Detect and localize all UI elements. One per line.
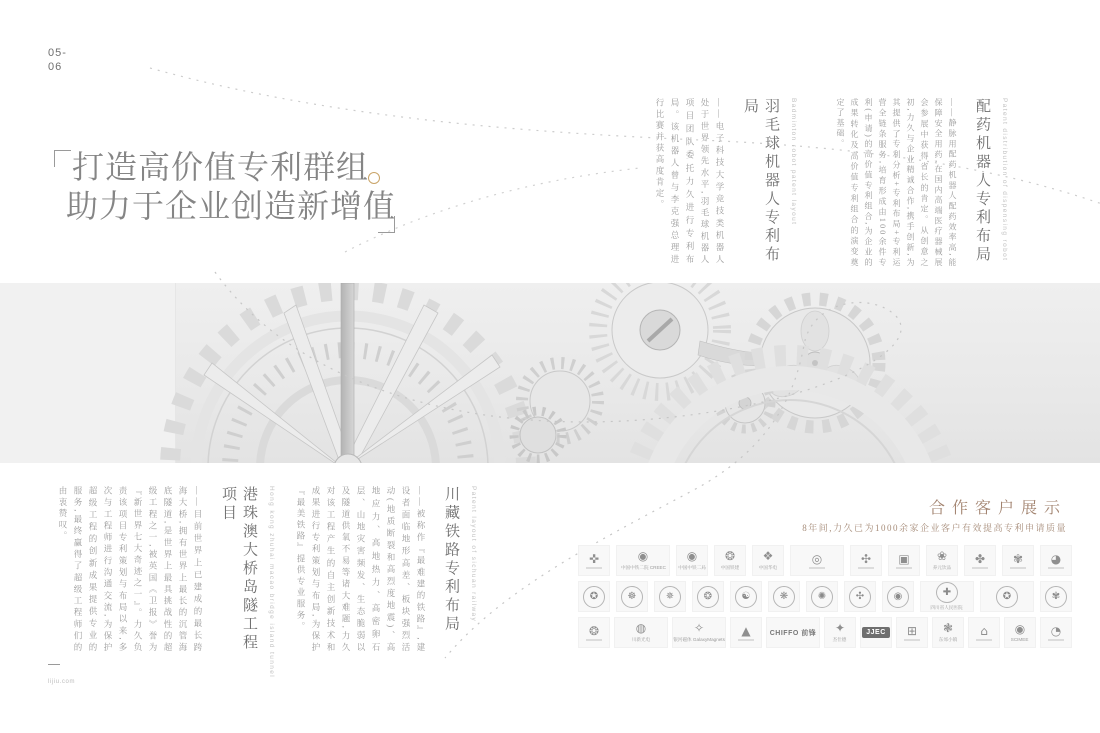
open-corner-bracket-icon bbox=[54, 150, 71, 167]
article-body: ——目前世界上已建成的最长跨海大桥,拥有世界上最长的沉管海底隧道,是世界上最具挑战性的超级工程之一,被英国《卫报》誉为『新世界七大奇迹之一』。力久负责该项目专利策划与布局以来,多次与工程师进行沟通交流,为保护超级工程的创新成果提供专业的服务,最终赢得了超级工程师们的由衷赞叹。 bbox=[58, 486, 203, 654]
client-logo bbox=[860, 617, 892, 648]
page-number-top: 05- bbox=[48, 47, 67, 59]
article-title: 羽毛球机器人专利布局 bbox=[742, 98, 779, 265]
clients-section-subtitle: 8年间,力久已为1000余家企业客户有效提高专利申请质量 bbox=[802, 523, 1067, 533]
client-logo-caption-bar bbox=[972, 567, 988, 569]
client-logo-mark-icon: ✜ bbox=[588, 551, 600, 566]
client-logo-caption-bar bbox=[904, 639, 920, 641]
client-logo bbox=[616, 545, 670, 576]
client-logo-mark-icon: ✤ bbox=[974, 551, 986, 566]
client-logo-caption-bar bbox=[1048, 639, 1064, 641]
client-logo-caption: 中国铁建 bbox=[720, 565, 740, 571]
client-logo-caption-bar bbox=[976, 639, 992, 641]
client-logo-caption-bar bbox=[586, 639, 602, 641]
client-logo-mark-icon: ◎ bbox=[811, 551, 823, 566]
client-logo-caption: 川新光电 bbox=[631, 637, 651, 643]
client-logo-mark-icon: ◉ bbox=[686, 549, 698, 563]
client-logo bbox=[1040, 545, 1072, 576]
client-logo-caption: 中国中铁二局 bbox=[678, 565, 706, 571]
client-logo-caption-bar bbox=[896, 567, 912, 569]
client-logo-caption-bar bbox=[1010, 567, 1026, 569]
client-logo bbox=[888, 545, 920, 576]
client-logo-text: JJEC bbox=[862, 627, 890, 638]
client-logo bbox=[824, 617, 856, 648]
gears-illustration bbox=[0, 283, 1100, 463]
hero-line-2: 助力于企业创造新增值 bbox=[66, 188, 397, 224]
client-logo-caption: 东郊小镇 bbox=[938, 637, 958, 643]
client-logo bbox=[1040, 581, 1072, 612]
client-logo-caption: 中国华电 bbox=[758, 565, 778, 571]
client-logo-caption-bar bbox=[809, 567, 825, 569]
client-logo-caption: 中国中铁二院 CREEC bbox=[620, 565, 666, 571]
client-logo-mark-icon: ◕ bbox=[1050, 551, 1062, 566]
client-logo-mark-icon: ☯ bbox=[735, 586, 757, 608]
client-logo-mark-icon: ✧ bbox=[693, 621, 705, 635]
client-logo bbox=[882, 581, 914, 612]
client-logo bbox=[730, 581, 762, 612]
client-logo bbox=[968, 617, 1000, 648]
client-logo-caption: SCIMEE bbox=[1011, 636, 1029, 643]
clients-section-title: 合作客户展示 bbox=[928, 500, 1067, 517]
client-logo bbox=[920, 581, 974, 612]
client-logo-mark-icon: ▣ bbox=[898, 551, 910, 566]
small-spiky-gears bbox=[514, 363, 598, 459]
close-corner-bracket-icon bbox=[378, 216, 395, 233]
footer-website: lijiu.com bbox=[48, 679, 76, 685]
client-logo bbox=[578, 581, 610, 612]
article-bridge-tunnel bbox=[55, 486, 275, 679]
article-subtitle-en: Badminton robot patent layout bbox=[790, 98, 797, 226]
client-logo bbox=[578, 617, 610, 648]
client-logo-mark-icon: ▲ bbox=[741, 623, 751, 638]
client-logo-caption: 四川省人民医院 bbox=[930, 605, 964, 611]
client-logo-grid bbox=[578, 545, 1072, 653]
client-logo-mark-icon: ◍ bbox=[635, 621, 647, 635]
article-subtitle-en: Patent distribution of dispensing robot bbox=[1001, 98, 1008, 262]
client-logo bbox=[1040, 617, 1072, 648]
client-logo bbox=[964, 545, 996, 576]
client-logo bbox=[768, 581, 800, 612]
client-logo bbox=[1004, 617, 1036, 648]
client-logo-caption: 银河磁体 GalaxyMagnets bbox=[673, 637, 725, 643]
client-logo-mark-icon: ❂ bbox=[697, 586, 719, 608]
gold-circle-accent-icon bbox=[368, 172, 380, 184]
client-logo bbox=[672, 617, 726, 648]
article-body: ——电子科技大学竞技类机器人处于世界领先水平,羽毛球机器人项目团队委托力久进行专利布局。该机器人曾与李克强总理进行比赛并获高度肯定。 bbox=[655, 98, 725, 266]
article-body: ——静脉用配药机器人配药效率高,能保障安全用药,在国内高端医疗器械展会参展中获得省长的肯定。从创意之初,力久与企业精诚合作,携手创新,为其提供了专利分析+专利布局+专利运营全链条服务,培育形成由100余件专利(申请)的高价值专利组合,为企业的成果转化及高价值专利组合的演变奠定了基础。 bbox=[836, 98, 957, 268]
client-logo-mark-icon: ◉ bbox=[637, 549, 649, 563]
client-logo-mark-icon: ❂ bbox=[588, 623, 600, 638]
article-subtitle-en: Patent layout of sichuan railway bbox=[470, 486, 477, 623]
client-logo-mark-icon: ✾ bbox=[1012, 551, 1024, 566]
client-logo-mark-icon: ✦ bbox=[834, 621, 846, 635]
article-subtitle-en: Hong kong zhuhai macao bridge island tunnel bbox=[268, 486, 275, 679]
article-title: 配药机器人专利布局 bbox=[974, 98, 990, 265]
client-logo bbox=[654, 581, 686, 612]
client-logo-mark-icon: ☸ bbox=[621, 586, 643, 608]
client-logo bbox=[850, 545, 882, 576]
client-logo-caption: 养元饮品 bbox=[932, 565, 952, 571]
client-logo bbox=[896, 617, 928, 648]
client-logo bbox=[752, 545, 784, 576]
article-body: ——被称作『最难建的铁路』,建设者面临地形高差、板块强烈活动(地质断裂和高烈度地震)、高地应力、高地热力、高密卵石层、山地灾害频发、生态脆弱以及隧道供氧不易等诸大难题,力久对该工程产生的自主创新技术和成果进行专利策划与布局,为保护『最美铁路』提供专业服务。 bbox=[296, 486, 426, 654]
client-logo-mark-icon: ❂ bbox=[724, 549, 736, 563]
client-logo-mark-icon: ❖ bbox=[762, 549, 774, 563]
client-logo bbox=[616, 581, 648, 612]
page-number-bottom: 06 bbox=[48, 61, 63, 73]
client-logo-mark-icon: ✣ bbox=[860, 551, 872, 566]
client-logo-mark-icon: ❋ bbox=[773, 586, 795, 608]
footer-dash-icon bbox=[48, 664, 60, 665]
client-logo-mark-icon: ✾ bbox=[1045, 586, 1067, 608]
article-title: 川藏铁路专利布局 bbox=[443, 486, 459, 634]
page-footer bbox=[48, 664, 75, 685]
client-logo bbox=[766, 617, 820, 648]
client-logo bbox=[980, 581, 1034, 612]
client-logo-mark-icon: ◉ bbox=[887, 586, 909, 608]
article-badminton-robot bbox=[652, 98, 797, 266]
client-logo bbox=[1002, 545, 1034, 576]
client-logo bbox=[614, 617, 668, 648]
client-logo-mark-icon: ✺ bbox=[811, 586, 833, 608]
client-logo-caption-bar bbox=[586, 567, 602, 569]
gear-band bbox=[0, 283, 1100, 463]
client-logo bbox=[578, 545, 610, 576]
client-logo bbox=[932, 617, 964, 648]
client-logo-mark-icon: ◔ bbox=[1050, 623, 1062, 638]
client-logo-mark-icon: ⌂ bbox=[980, 623, 988, 638]
client-logo bbox=[676, 545, 708, 576]
client-logo-mark-icon: ⊞ bbox=[906, 623, 918, 638]
article-title: 港珠澳大桥岛隧工程项目 bbox=[220, 486, 257, 653]
page-number bbox=[48, 46, 67, 74]
client-logo bbox=[806, 581, 838, 612]
large-gear bbox=[170, 283, 526, 463]
client-logo bbox=[730, 617, 762, 648]
client-logo-caption: 杰仕德 bbox=[833, 637, 847, 643]
client-logo-caption-bar bbox=[1048, 567, 1064, 569]
client-logo-mark-icon: ❃ bbox=[942, 621, 954, 635]
client-logo-mark-icon: ✪ bbox=[583, 586, 605, 608]
client-logo bbox=[692, 581, 724, 612]
client-logo bbox=[714, 545, 746, 576]
client-logo bbox=[844, 581, 876, 612]
client-logo-mark-icon: ✵ bbox=[659, 586, 681, 608]
client-logo-mark-icon: ◉ bbox=[1014, 621, 1026, 636]
client-logo bbox=[926, 545, 958, 576]
article-sichuan-railway bbox=[293, 486, 477, 654]
article-dispensing-robot bbox=[833, 98, 1008, 268]
client-logo-mark-icon: ❀ bbox=[936, 549, 948, 563]
client-logo-text: CHIFFO 前锋 bbox=[769, 629, 817, 637]
hero-line-1: 打造高价值专利群组 bbox=[72, 149, 370, 185]
client-logo bbox=[790, 545, 844, 576]
client-logo-caption-bar bbox=[738, 639, 754, 641]
client-logo-mark-icon: ✣ bbox=[849, 586, 871, 608]
client-logo-mark-icon: ✚ bbox=[936, 582, 958, 603]
client-logo-caption-bar bbox=[858, 567, 874, 569]
hero-heading bbox=[66, 148, 397, 226]
client-logo-mark-icon: ✪ bbox=[996, 586, 1018, 608]
